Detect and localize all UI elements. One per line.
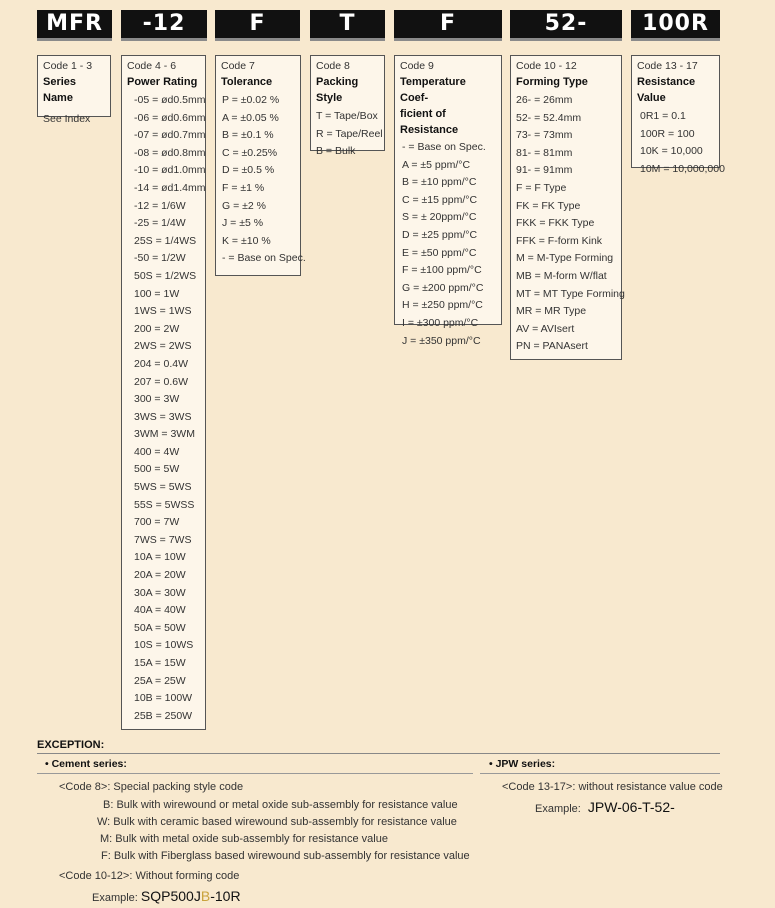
- jpw-divider: [480, 773, 720, 774]
- header-forming: 52-: [510, 10, 622, 41]
- resistance-code: Code 13 - 17: [637, 60, 698, 72]
- temp-row: D = ±25 ppm/°C: [402, 228, 478, 241]
- temp-code: Code 9: [400, 60, 434, 72]
- forming-row: 52- = 52.4mm: [516, 111, 582, 124]
- power-row: 500 = 5W: [134, 463, 180, 476]
- temp-row: E = ±50 ppm/°C: [402, 246, 477, 259]
- temp-row: A = ±5 ppm/°C: [402, 158, 471, 171]
- tolerance-box: [215, 55, 306, 276]
- power-row: -10 = ød1.0mm: [134, 164, 206, 177]
- packing-code: Code 8: [316, 60, 350, 72]
- power-list: [127, 92, 206, 725]
- power-row: -25 = 1/4W: [134, 217, 186, 230]
- power-row: 3WM = 3WM: [134, 428, 195, 441]
- forming-row: MT = MT Type Forming: [516, 287, 625, 300]
- forming-row: FKK = FKK Type: [516, 217, 595, 230]
- forming-row: FFK = F-form Kink: [516, 234, 603, 247]
- power-row: -08 = ød0.8mm: [134, 146, 206, 159]
- tolerance-row: F = ±1 %: [222, 181, 265, 194]
- forming-title: Forming Type: [516, 76, 588, 88]
- temp-row: - = Base on Spec.: [402, 141, 486, 153]
- cement-line-m: M: Bulk with metal oxide sub-assembly for resistance value: [100, 833, 388, 845]
- power-row: 40A = 40W: [134, 604, 186, 617]
- forming-row: 73- = 73mm: [516, 129, 573, 142]
- forming-row: F = F Type: [516, 181, 567, 194]
- power-row: 204 = 0.4W: [134, 357, 188, 370]
- power-row: 5WS = 5WS: [134, 481, 192, 494]
- temp-row: I = ±300 ppm/°C: [402, 316, 479, 329]
- packing-row: T = Tape/Box: [316, 110, 378, 122]
- power-row: -05 = ød0.5mm: [134, 94, 206, 106]
- packing-row: R = Tape/Reel: [316, 127, 383, 140]
- jpw-example-label: Example:: [535, 803, 581, 815]
- power-row: 7WS = 7WS: [134, 533, 192, 546]
- cement-divider: [37, 773, 473, 774]
- cement-example-pre: SQP500J: [140, 888, 201, 904]
- power-title: Power Rating: [127, 76, 198, 88]
- header-packing: T: [310, 10, 385, 41]
- power-row: 200 = 2W: [134, 322, 180, 335]
- cement-example-label: Example:: [92, 892, 138, 904]
- packing-list: [316, 108, 383, 161]
- resistance-row: 0R1 = 0.1: [640, 110, 686, 122]
- forming-row: AV = AVIsert: [516, 322, 575, 335]
- series-title: Series Name: [43, 76, 77, 104]
- temp-row: B = ±10 ppm/°C: [402, 176, 477, 189]
- power-row: 10A = 10W: [134, 551, 186, 564]
- power-row: 700 = 7W: [134, 516, 180, 529]
- cement-code8: <Code 8>: Special packing style code: [59, 781, 244, 793]
- cement-line-w: W: Bulk with ceramic based wirewound sub-assembly for resistance value: [97, 816, 457, 828]
- power-row: -07 = ød0.7mm: [134, 129, 206, 142]
- jpw-example: [535, 799, 675, 815]
- resistance-list: [637, 108, 725, 178]
- resistance-row: 10K = 10,000: [640, 145, 703, 158]
- packing-box: [310, 55, 385, 158]
- tolerance-title: Tolerance: [221, 76, 273, 88]
- exception-title: EXCEPTION:: [37, 739, 105, 751]
- cement-title: • Cement series:: [45, 758, 127, 770]
- temp-row: F = ±100 ppm/°C: [402, 264, 482, 277]
- resistance-row: 10M = 10,000,000: [640, 162, 725, 175]
- power-row: -12 = 1/6W: [134, 199, 186, 212]
- power-row: 300 = 3W: [134, 393, 180, 406]
- header-series: MFR: [37, 10, 112, 41]
- power-row: -06 = ød0.6mm: [134, 111, 206, 124]
- resistance-row: 100R = 100: [640, 127, 695, 140]
- forming-row: 26- = 26mm: [516, 94, 573, 106]
- packing-title: Packing Style: [316, 76, 359, 104]
- resistance-title: Resistance Value: [637, 76, 696, 104]
- power-row: 100 = 1W: [134, 287, 180, 300]
- cement-line-f: F: Bulk with Fiberglass based wirewound sub-assembly for resistance value: [101, 850, 470, 862]
- temp-row: S = ± 20ppm/°C: [402, 211, 477, 224]
- header-resistance: 100R: [631, 10, 720, 41]
- tolerance-row: G = ±2 %: [222, 199, 266, 212]
- tolerance-row: C = ±0.25%: [222, 146, 278, 159]
- forming-list: [516, 92, 625, 356]
- power-code: Code 4 - 6: [127, 60, 177, 72]
- tolerance-row: B = ±0.1 %: [222, 129, 274, 142]
- resistance-box: [631, 55, 725, 175]
- temp-row: H = ±250 ppm/°C: [402, 299, 483, 312]
- tolerance-row: P = ±0.02 %: [222, 94, 280, 106]
- power-row: 10B = 100W: [134, 692, 193, 705]
- tolerance-list: [221, 92, 306, 268]
- power-row: 10S = 10WS: [134, 639, 194, 652]
- temp-title-1: Temperature Coef-: [400, 76, 466, 104]
- power-row: -50 = 1/2W: [134, 252, 186, 265]
- power-row: 50S = 1/2WS: [134, 269, 197, 282]
- tolerance-code: Code 7: [221, 60, 255, 72]
- tolerance-row: - = Base on Spec.: [222, 252, 306, 265]
- temp-title-2: ficient of Resistance: [400, 108, 459, 136]
- series-box: [37, 55, 111, 125]
- power-row: 55S = 5WSS: [134, 498, 195, 511]
- temp-row: G = ±200 ppm/°C: [402, 281, 484, 294]
- power-row: 25S = 1/4WS: [134, 234, 197, 247]
- cement-example: [92, 888, 241, 904]
- series-row: See Index: [43, 113, 91, 125]
- forming-row: 81- = 81mm: [516, 146, 573, 159]
- tolerance-row: A = ±0.05 %: [222, 111, 279, 124]
- power-box: [121, 55, 206, 730]
- header-temp: F: [394, 10, 502, 41]
- packing-row: B = Bulk: [316, 145, 356, 158]
- power-row: 50A = 50W: [134, 621, 186, 634]
- forming-row: M = M-Type Forming: [516, 252, 614, 265]
- forming-row: MB = M-form W/flat: [516, 269, 607, 282]
- forming-row: MR = MR Type: [516, 305, 587, 318]
- exception-divider: [37, 753, 720, 754]
- forming-row: PN = PANAsert: [516, 340, 588, 353]
- header-tolerance: F: [215, 10, 300, 41]
- temp-row: J = ±350 ppm/°C: [402, 334, 481, 347]
- tolerance-row: D = ±0.5 %: [222, 164, 275, 177]
- jpw-example-value: JPW-06-T-52-: [587, 799, 675, 815]
- cement-line-b: B: Bulk with wirewound or metal oxide sub-assembly for resistance value: [103, 799, 458, 811]
- power-row: 207 = 0.6W: [134, 375, 188, 388]
- power-row: 20A = 20W: [134, 569, 186, 582]
- jpw-code: <Code 13-17>: without resistance value code: [502, 781, 723, 793]
- temp-row: C = ±15 ppm/°C: [402, 193, 478, 206]
- power-row: 15A = 15W: [134, 657, 186, 669]
- cement-code1012: <Code 10-12>: Without forming code: [59, 870, 240, 882]
- series-code: Code 1 - 3: [43, 60, 93, 72]
- cement-example-post: -10R: [210, 888, 241, 904]
- power-row: 2WS = 2WS: [134, 340, 192, 353]
- power-row: 25A = 25W: [134, 674, 186, 687]
- power-row: 30A = 30W: [134, 586, 186, 599]
- temp-box: [394, 55, 502, 347]
- power-row: -14 = ød1.4mm: [134, 181, 206, 194]
- power-row: 25B = 250W: [134, 709, 193, 722]
- forming-box: [510, 55, 625, 360]
- power-row: 1WS = 1WS: [134, 305, 192, 318]
- tolerance-row: J = ±5 %: [222, 217, 264, 230]
- tolerance-row: K = ±10 %: [222, 234, 271, 247]
- power-row: 400 = 4W: [134, 445, 180, 458]
- temp-list: [400, 139, 496, 350]
- forming-row: 91- = 91mm: [516, 164, 573, 177]
- jpw-title: • JPW series:: [489, 758, 556, 770]
- forming-code: Code 10 - 12: [516, 60, 577, 72]
- power-row: 3WS = 3WS: [134, 410, 192, 423]
- header-power: -12: [121, 10, 207, 41]
- cement-example-highlight: B: [200, 888, 211, 904]
- forming-row: FK = FK Type: [516, 199, 581, 212]
